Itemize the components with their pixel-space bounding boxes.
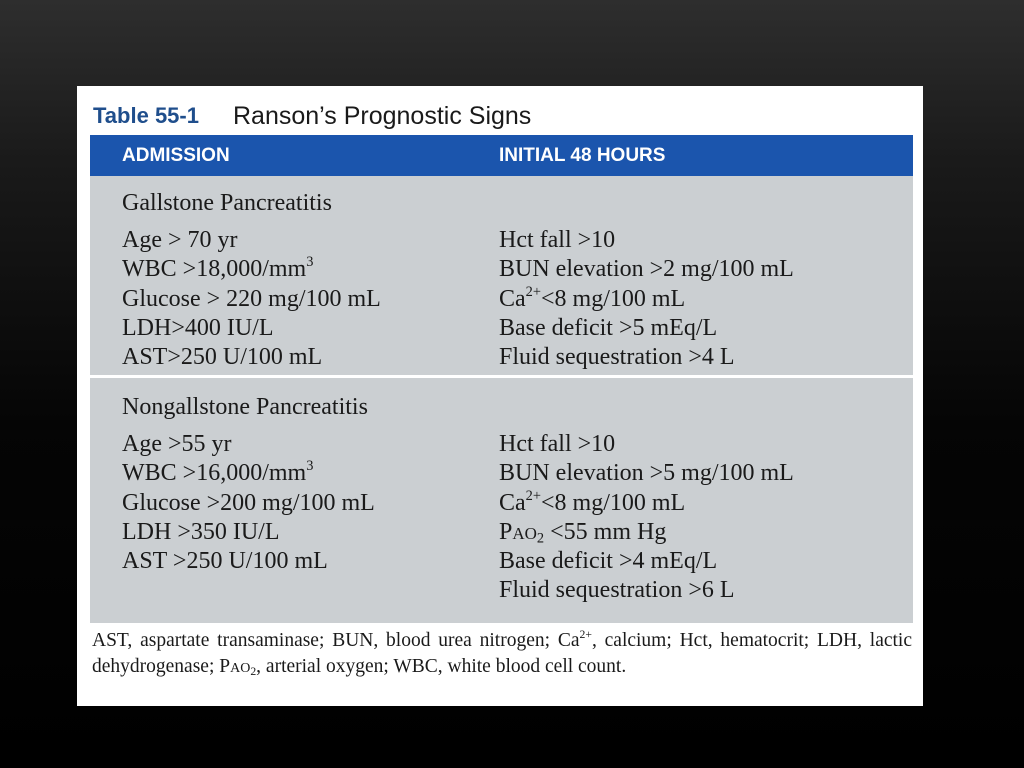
criterion-wbc: WBC $>18,000/mm^3$	[122, 254, 314, 283]
table-caption	[93, 96, 531, 136]
criterion-bun: BUN elevation >2 mg/100 mL	[499, 256, 794, 283]
criterion-glucose: Glucose >200 mg/100 mL	[122, 489, 375, 516]
criterion-ast: AST >250 U/100 mL	[122, 548, 328, 575]
criterion-fluid: Fluid sequestration >4 L	[499, 344, 735, 371]
section-title: Gallstone Pancreatitis	[122, 190, 332, 216]
table-footnote: AST, aspartate transaminase; BUN, blood urea nitrogen; $Ca^{2+}$, calcium; Hct, hematocrit; LDH, lactic dehydrogenase; Pao$_2$, arterial oxygen; WBC, white blood cell count.	[92, 627, 912, 678]
criterion-wbc: WBC $>16,000/mm^3$	[122, 458, 314, 487]
criterion-base-deficit: Base deficit >5 mEq/L	[499, 314, 718, 341]
criterion-ldh: LDH >350 IU/L	[122, 518, 280, 545]
header-admission: ADMISSION	[122, 145, 230, 166]
criterion-pao2: Pao$_2$ <55 mm Hg	[499, 518, 667, 547]
criterion-bun: BUN elevation >5 mg/100 mL	[499, 460, 794, 487]
admission-criteria	[122, 226, 381, 372]
criterion-ast: AST>250 U/100 mL	[122, 344, 323, 371]
criterion-glucose: Glucose > 220 mg/100 mL	[122, 285, 381, 312]
criterion-fluid: Fluid sequestration >6 L	[499, 577, 735, 604]
initial-48h-criteria	[499, 226, 794, 372]
criterion-hct: Hct fall >10	[499, 227, 616, 253]
table-title: Ranson’s Prognostic Signs	[232, 101, 532, 130]
criterion-base-deficit: Base deficit >4 mEq/L	[499, 548, 718, 575]
criterion-age: Age > 70 yr	[122, 227, 238, 253]
section-title: Nongallstone Pancreatitis	[122, 394, 368, 420]
criterion-calcium: $Ca^{2+}<8$ mg/100 mL	[499, 283, 686, 312]
slide-card	[77, 86, 923, 706]
initial-48h-criteria	[499, 430, 794, 606]
criterion-age: Age >55 yr	[122, 431, 232, 457]
section-nongallstone	[90, 378, 913, 623]
criterion-calcium: $Ca^{2+}<8$ mg/100 mL	[499, 487, 686, 516]
header-initial-48-hours: INITIAL 48 HOURS	[499, 145, 666, 166]
criterion-ldh: LDH>400 IU/L	[122, 314, 274, 341]
section-gallstone	[90, 176, 913, 375]
table-label: Table 55-1	[93, 103, 199, 128]
admission-criteria	[122, 430, 375, 576]
table-header	[90, 135, 913, 176]
prognostic-table	[90, 135, 913, 623]
criterion-hct: Hct fall >10	[499, 431, 616, 457]
